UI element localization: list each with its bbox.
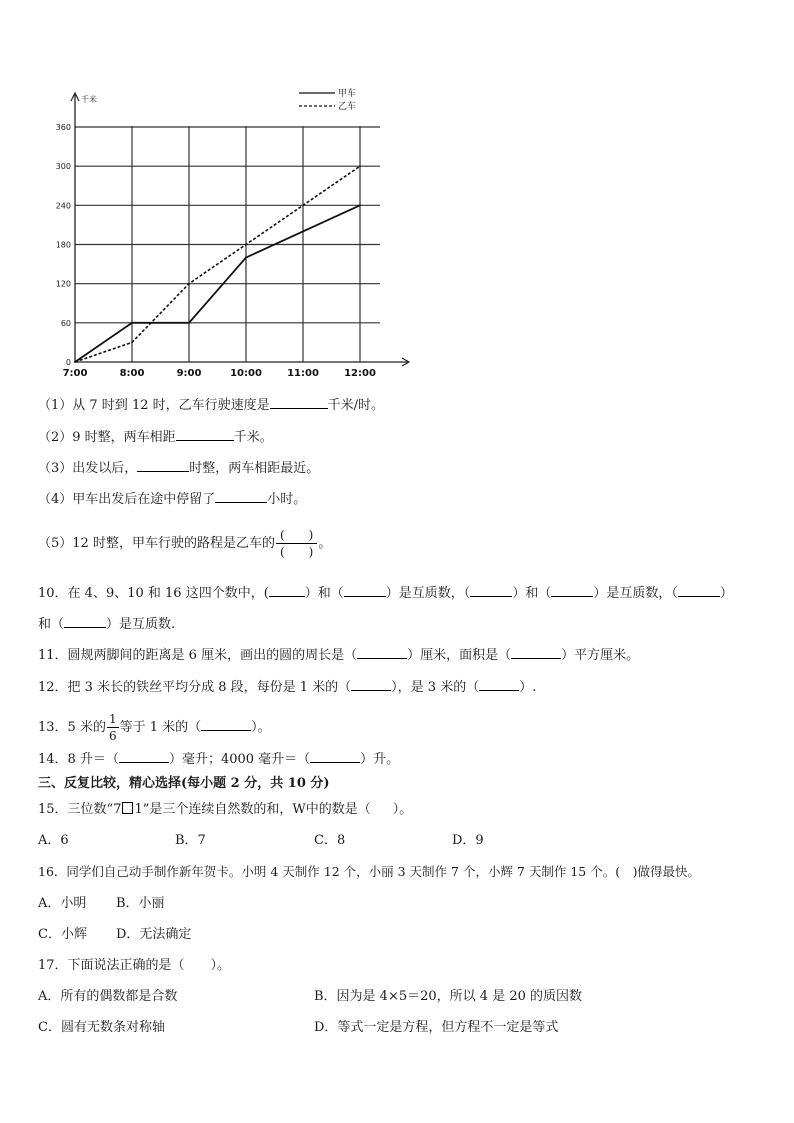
answer-blank[interactable] bbox=[551, 584, 593, 597]
q16-option-d[interactable]: D．无法确定 bbox=[116, 927, 192, 942]
y-tick-label: 300 bbox=[55, 162, 71, 172]
q9-1-text: （1）从 7 时到 12 时，乙车行驶速度是 bbox=[38, 398, 270, 413]
q15-tail: ）。 bbox=[392, 802, 413, 817]
q10-text: 和（ bbox=[38, 617, 65, 632]
q9-5-text: （5）12 时整，甲车行驶的路程是乙车的 bbox=[38, 536, 275, 551]
y-tick-label: 0 bbox=[65, 358, 71, 367]
q17-option-a[interactable]: A．所有的偶数都是合数 bbox=[38, 989, 178, 1004]
question-16: 16．同学们自己动手制作新年贺卡。小明 4 天制作 12 个，小丽 3 天制作 7 个，小辉 7 天制作 15 个。( )做得最快。 bbox=[38, 864, 700, 879]
q12-tail: ）. bbox=[519, 680, 537, 695]
x-tick-label: 9:00 bbox=[176, 368, 202, 379]
fraction-numerator: ( ) bbox=[279, 528, 314, 542]
fraction-bar bbox=[276, 543, 317, 544]
answer-blank[interactable] bbox=[310, 750, 360, 763]
q9-1-tail: 千米/时。 bbox=[327, 398, 385, 413]
q10-sep: ）是互质数，（ bbox=[385, 586, 471, 601]
q17-option-b[interactable]: B．因为是 4×5＝20，所以 4 是 20 的质因数 bbox=[314, 989, 583, 1004]
data-point-1 bbox=[245, 257, 247, 259]
answer-blank[interactable] bbox=[176, 428, 234, 441]
question-11 bbox=[38, 646, 639, 664]
answer-blank[interactable] bbox=[119, 750, 169, 763]
question-9-1 bbox=[38, 396, 384, 414]
question-13 bbox=[38, 712, 271, 743]
fraction-answer[interactable] bbox=[276, 528, 317, 559]
legend-label: 乙车 bbox=[338, 102, 357, 112]
x-tick-label: 12:00 bbox=[344, 368, 376, 379]
y-tick-label: 180 bbox=[55, 240, 71, 250]
q12-text: 12．把 3 米长的铁丝平均分成 8 段，每份是 1 米的（ bbox=[38, 680, 352, 695]
q9-3-text: （3）出发以后， bbox=[38, 461, 138, 476]
q15-option-c[interactable]: C．8 bbox=[314, 833, 346, 848]
answer-blank[interactable] bbox=[270, 396, 328, 409]
chart-svg bbox=[55, 80, 420, 380]
answer-blank[interactable] bbox=[137, 459, 189, 472]
x-tick-label: 8:00 bbox=[119, 368, 145, 379]
data-point-1 bbox=[131, 322, 133, 324]
digit-box-icon bbox=[122, 802, 133, 814]
q10-tail: ）是互质数. bbox=[106, 617, 176, 632]
q10-sep: ）和（ bbox=[512, 586, 552, 601]
q9-2-text: （2）9 时整，两车相距 bbox=[38, 430, 176, 445]
question-9-5 bbox=[38, 528, 331, 559]
q10-close: ） bbox=[719, 586, 733, 601]
y-tick-label: 120 bbox=[55, 279, 71, 289]
q15-option-d[interactable]: D．9 bbox=[452, 833, 484, 848]
fraction-denominator: 6 bbox=[108, 729, 117, 743]
answer-blank[interactable] bbox=[215, 490, 267, 503]
answer-blank[interactable] bbox=[269, 584, 305, 597]
fraction-numerator: 1 bbox=[108, 712, 117, 726]
legend-label: 甲车 bbox=[338, 89, 357, 99]
data-point-2 bbox=[359, 165, 361, 167]
answer-blank[interactable] bbox=[351, 678, 391, 691]
question-9-3 bbox=[38, 459, 319, 477]
question-12 bbox=[38, 678, 536, 696]
q9-5-tail: 。 bbox=[318, 536, 332, 551]
fraction-bar bbox=[107, 727, 119, 728]
y-axis-label: 千米 bbox=[81, 95, 97, 104]
q16-option-a[interactable]: A．小明 bbox=[38, 896, 87, 911]
q16-option-c[interactable]: C．小辉 bbox=[38, 927, 87, 942]
q9-4-tail: 小时。 bbox=[267, 492, 307, 507]
q11-mid: ）厘米，面积是（ bbox=[407, 648, 512, 663]
question-10-cont bbox=[38, 615, 175, 633]
q14-tail: ）升。 bbox=[360, 752, 400, 767]
q14-text: 14．8 升＝（ bbox=[38, 752, 119, 767]
data-point-2 bbox=[188, 283, 190, 285]
q9-4-text: （4）甲车出发后在途中停留了 bbox=[38, 492, 216, 507]
question-9-2 bbox=[38, 428, 273, 446]
fraction-one-sixth bbox=[107, 712, 119, 743]
data-point-2 bbox=[74, 361, 76, 363]
answer-blank[interactable] bbox=[678, 584, 720, 597]
question-10 bbox=[38, 584, 733, 602]
q13-mid: 等于 1 米的（ bbox=[119, 720, 202, 735]
question-17: 17．下面说法正确的是（ ）。 bbox=[38, 958, 231, 973]
data-point-1 bbox=[359, 204, 361, 206]
answer-blank[interactable] bbox=[357, 646, 407, 659]
q17-option-c[interactable]: C．圆有无数条对称轴 bbox=[38, 1020, 165, 1035]
question-9-4 bbox=[38, 490, 306, 508]
y-tick-label: 60 bbox=[60, 318, 71, 328]
answer-blank[interactable] bbox=[479, 678, 519, 691]
q17-option-d[interactable]: D．等式一定是方程，但方程不一定是等式 bbox=[314, 1020, 559, 1035]
answer-blank[interactable] bbox=[344, 584, 386, 597]
x-tick-label: 11:00 bbox=[287, 368, 319, 379]
q10-sep: ）和（ bbox=[304, 586, 344, 601]
question-15 bbox=[38, 802, 412, 818]
answer-blank[interactable] bbox=[201, 718, 251, 731]
question-14 bbox=[38, 750, 399, 768]
q11-text: 11．圆规两脚间的距离是 6 厘米，画出的圆的周长是（ bbox=[38, 648, 358, 663]
q9-2-tail: 千米。 bbox=[233, 430, 273, 445]
data-point-2 bbox=[131, 342, 133, 344]
q12-mid: ），是 3 米的（ bbox=[391, 680, 480, 695]
distance-time-chart bbox=[55, 80, 420, 380]
y-tick-label: 360 bbox=[55, 123, 71, 132]
q9-3-tail: 时整，两车相距最近。 bbox=[189, 461, 320, 476]
q14-mid: ）毫升；4000 毫升＝（ bbox=[168, 752, 311, 767]
answer-blank[interactable] bbox=[511, 646, 561, 659]
q16-option-b[interactable]: B．小丽 bbox=[116, 896, 165, 911]
y-tick-label: 240 bbox=[55, 201, 71, 211]
q13-text: 13．5 米的 bbox=[38, 720, 106, 735]
x-tick-label: 7:00 bbox=[62, 368, 88, 379]
q10-sep: ）是互质数，（ bbox=[593, 586, 678, 601]
q13-tail: ）。 bbox=[251, 720, 271, 735]
data-point-1 bbox=[188, 322, 190, 324]
section-3-heading: 三、反复比较，精心选择(每小题 2 分，共 10 分) bbox=[38, 776, 330, 791]
answer-blank[interactable] bbox=[64, 615, 106, 628]
q15-text: 15．三位数“7 bbox=[38, 802, 122, 817]
x-tick-label: 10:00 bbox=[230, 368, 262, 379]
fraction-denominator: ( ) bbox=[279, 545, 314, 559]
answer-blank[interactable] bbox=[470, 584, 512, 597]
q15-option-a[interactable]: A．6 bbox=[38, 833, 69, 848]
q15-mid: 1”是三个连续自然数的和，W中的数是（ bbox=[134, 802, 371, 817]
q10-text: 10．在 4、9、10 和 16 这四个数中，( bbox=[38, 586, 269, 601]
q15-option-b[interactable]: B．7 bbox=[175, 833, 206, 848]
q11-tail: ）平方厘米。 bbox=[561, 648, 640, 663]
